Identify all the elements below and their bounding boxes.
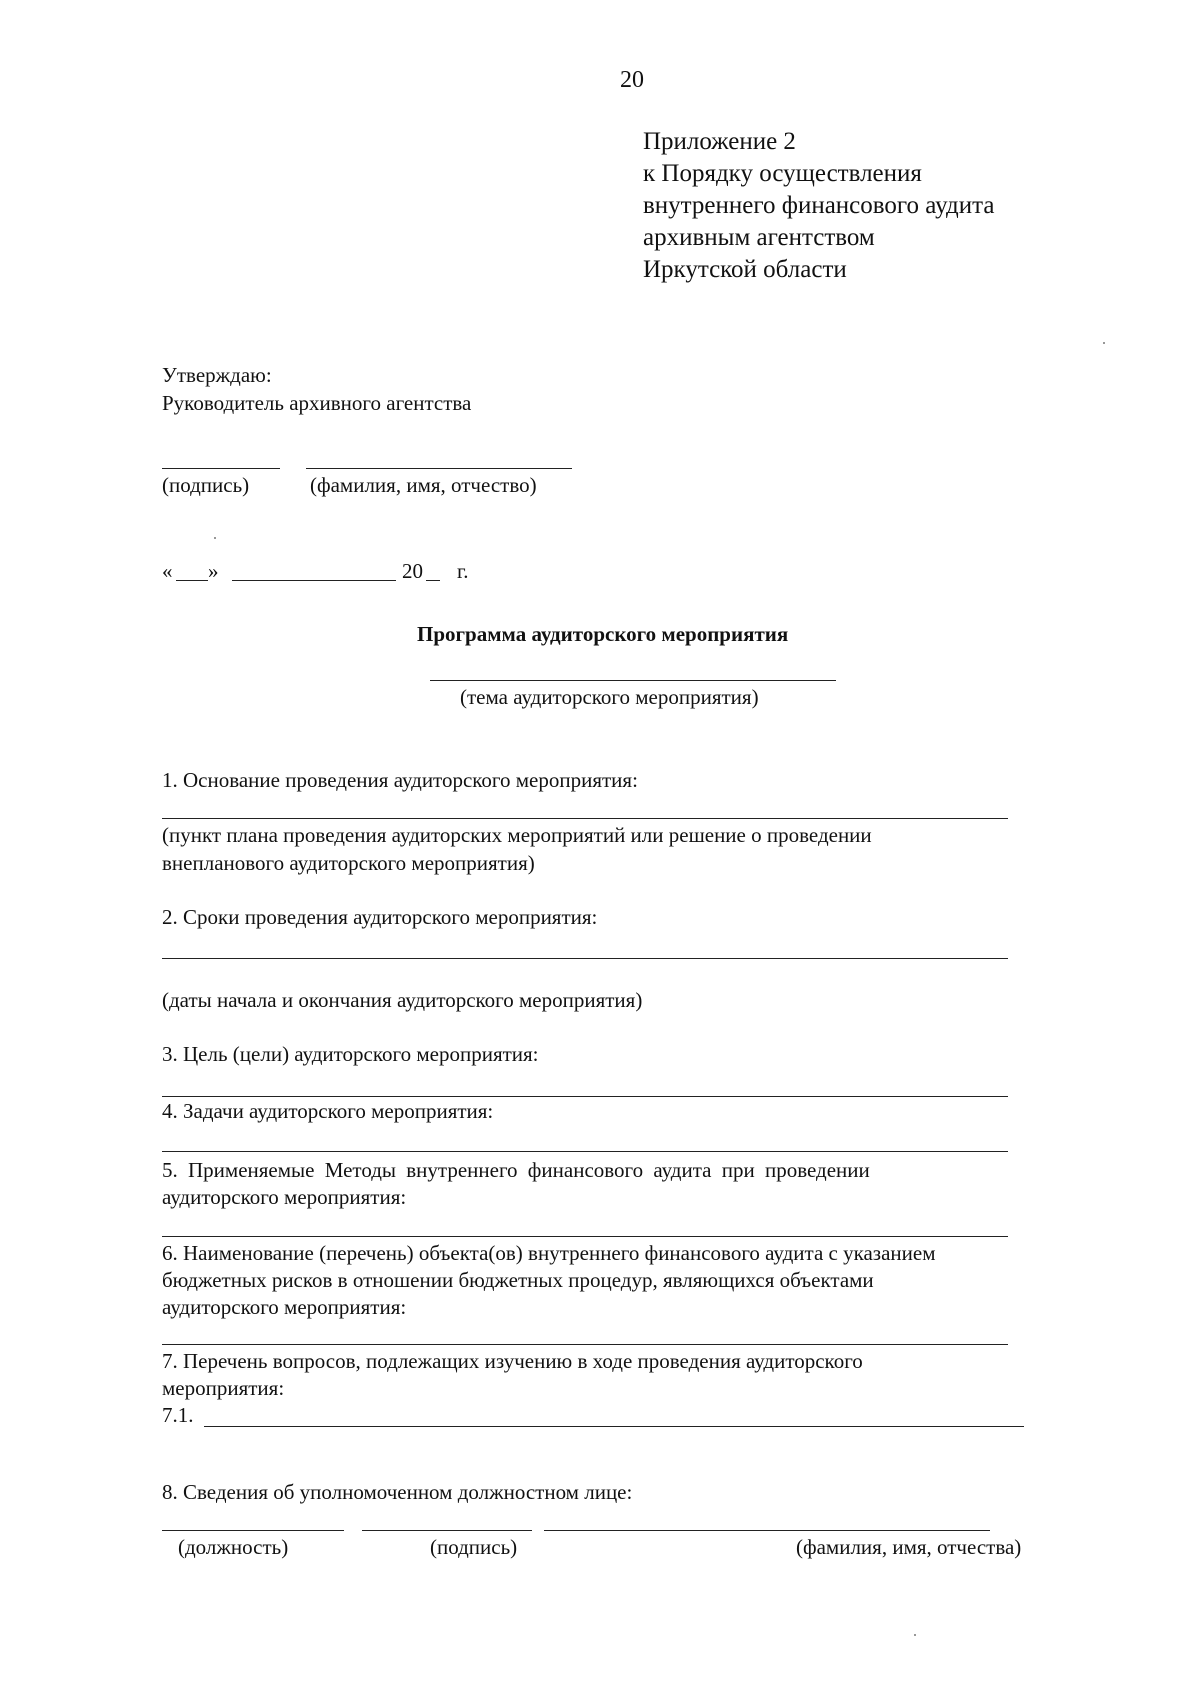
- approve-label: Утверждаю:: [162, 363, 272, 387]
- page-number: 20: [620, 67, 644, 93]
- name-caption: (фамилия, имя, отчество): [310, 473, 537, 497]
- section-3-heading: 3. Цель (цели) аудиторского мероприятия:: [162, 1042, 539, 1066]
- section-5-heading: 5. Применяемые Методы внутреннего финансового аудита при проведении: [162, 1158, 870, 1182]
- program-title: Программа аудиторского мероприятия: [417, 622, 789, 646]
- section-1-caption: (пункт плана проведения аудиторских мероприятий или решение о проведении: [162, 823, 872, 847]
- appendix-line: Иркутской области: [643, 256, 847, 283]
- section-7-item-number: 7.1.: [162, 1403, 194, 1427]
- section-4-line: [162, 1151, 1008, 1152]
- date-month-line: [232, 580, 396, 581]
- section-8-heading: 8. Сведения об уполномоченном должностном лице:: [162, 1480, 633, 1504]
- appendix-header: [643, 126, 994, 286]
- signature-line-8: [362, 1530, 532, 1531]
- section-2-heading: 2. Сроки проведения аудиторского мероприятия:: [162, 905, 598, 929]
- appendix-line: к Порядку осуществления: [643, 160, 922, 187]
- year-prefix: 20: [402, 559, 423, 583]
- appendix-line: архивным агентством: [643, 224, 875, 251]
- section-1-caption: внепланового аудиторского мероприятия): [162, 851, 535, 875]
- head-label: Руководитель архивного агентства: [162, 391, 472, 415]
- name-caption-8: (фамилия, имя, отчества): [796, 1535, 1022, 1559]
- topic-caption: (тема аудиторского мероприятия): [460, 685, 759, 709]
- section-1-heading: 1. Основание проведения аудиторского мероприятия:: [162, 768, 638, 792]
- section-2-line: [162, 958, 1008, 959]
- date-day-line: [176, 580, 208, 581]
- section-2-caption: (даты начала и окончания аудиторского мероприятия): [162, 988, 643, 1012]
- date-year-line: [426, 580, 440, 581]
- scan-speck: [1103, 342, 1105, 344]
- section-7-heading: мероприятия:: [162, 1376, 285, 1400]
- section-6-heading: аудиторского мероприятия:: [162, 1295, 407, 1319]
- name-line-8: [544, 1530, 990, 1531]
- section-5-heading: аудиторского мероприятия:: [162, 1185, 407, 1209]
- appendix-line: внутреннего финансового аудита: [643, 192, 995, 219]
- section-6-heading: 6. Наименование (перечень) объекта(ов) внутреннего финансового аудита с указанием: [162, 1241, 936, 1265]
- signature-caption-8: (подпись): [430, 1535, 518, 1559]
- signature-line: [162, 468, 280, 469]
- appendix-line: Приложение 2: [643, 128, 796, 155]
- section-6-heading: бюджетных рисков в отношении бюджетных процедур, являющихся объектами: [162, 1268, 874, 1292]
- section-6-line: [162, 1344, 1008, 1345]
- section-7-item-line: [204, 1426, 1024, 1427]
- position-line: [162, 1530, 344, 1531]
- signature-caption: (подпись): [162, 473, 250, 497]
- section-5-line: [162, 1236, 1008, 1237]
- scan-speck: [214, 537, 216, 539]
- section-1-line: [162, 818, 1008, 819]
- section-7-heading: 7. Перечень вопросов, подлежащих изучению в ходе проведения аудиторского: [162, 1349, 863, 1373]
- date-open-quote: «: [162, 559, 173, 583]
- position-caption: (должность): [178, 1535, 289, 1559]
- name-line: [306, 468, 572, 469]
- topic-line: [430, 680, 836, 681]
- section-3-line: [162, 1096, 1008, 1097]
- year-suffix: г.: [457, 559, 469, 583]
- date-close-quote: »: [208, 559, 219, 583]
- scan-speck: [914, 1634, 916, 1636]
- section-4-heading: 4. Задачи аудиторского мероприятия:: [162, 1099, 494, 1123]
